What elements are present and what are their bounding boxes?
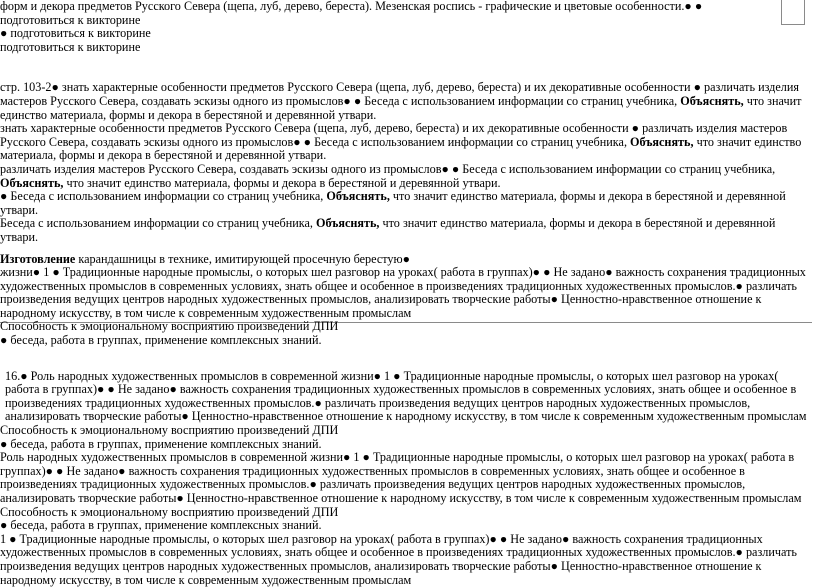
text-line: Способность к эмоциональному восприятию произведений ДПИ bbox=[0, 319, 339, 334]
text-paragraph: стр. 103-2● знать характерные особенности предметов Русского Севера (щепа, луб, дерево, береста) и их декоративные особенности ● различать изделия мастеров Русского Севера, создавать эскизы одного из промыслов● ● Беседа с использованием информации со страниц учебника, Объяснять, что значит единство материала, формы и декора в берестяной и деревянной утвари. bbox=[0, 80, 802, 122]
text-paragraph: 1 ● Традиционные народные промыслы, о которых шел разговор на уроках( работа в группах)● ● Не задано● важность сохранения традиционных художественных промыслов в современных условиях, знать общее и особенное в произведениях традиционных художественных промыслов.● различать произведения ведущих центров народных художественных промыслов, анализировать творческие работы● Ценностно-нравственное отношение к народному искусству, в том числе к современным художественным промыслам bbox=[0, 531, 797, 587]
text-line: ● беседа, работа в группах, применение комплексных знаний. bbox=[0, 333, 322, 348]
text-line: ● подготовиться к викторине bbox=[0, 26, 151, 41]
text-paragraph: ● Беседа с использованием информации со страниц учебника, Объяснять, что значит единство материала, формы и декора в берестяной и деревянной утвари. bbox=[0, 189, 786, 217]
text-paragraph: Беседа с использованием информации со страниц учебника, Объяснять, что значит единство материала, формы и декора в берестяной и деревянной утвари. bbox=[0, 216, 776, 244]
text-paragraph: жизни● 1 ● Традиционные народные промыслы, о которых шел разговор на уроках( работа в группах)● ● Не задано● важность сохранения традиционных художественных промыслов в современных условиях, знать общее и особенное в произведениях традиционных художественных промыслов.● различать произведения ведущих центров народных художественных промыслов, анализировать творческие работы● Ценностно-нравственное отношение к народному искусству, в том числе к современным художественным промыслам bbox=[0, 265, 806, 320]
spacer bbox=[0, 54, 812, 81]
text-paragraph: различать изделия мастеров Русского Севера, создавать эскизы одного из промыслов● ● Беседа с использованием информации со страниц учебника, Объяснять, что значит единство материала, формы и декора в берестяной и деревянной утвари. bbox=[0, 161, 776, 190]
text-line: форм и декора предметов Русского Севера (щепа, луб, дерево, береста). Мезенская роспись - графические и цветовые особенности.● ● подготовиться к викторине bbox=[0, 0, 703, 27]
text-paragraph: 16.● Роль народных художественных промыслов в современной жизни● 1 ● Традиционные народные промыслы, о которых шел разговор на уроках( работа в группах)● ● Не задано● важность сохранения традиционных художественных промыслов в современных условиях, знать общее и особенное в произведениях традиционных художественных промыслов.● различать произведения ведущих центров народных художественных промыслов, анализировать творческие работы● Ценностно-нравственное отношение к народному искусству, в том числе к современным художественным промыслам bbox=[5, 368, 807, 424]
text-line: ● беседа, работа в группах, применение комплексных знаний. bbox=[0, 436, 322, 451]
text-line: подготовиться к викторине bbox=[0, 39, 141, 54]
text-paragraph: Изготовление карандашницы в технике, имитирующей просечную берестую● bbox=[0, 251, 410, 266]
spacer bbox=[0, 348, 812, 370]
text-line: Способность к эмоциональному восприятию произведений ДПИ bbox=[0, 423, 339, 438]
text-paragraph: знать характерные особенности предметов Русского Севера (щепа, луб, дерево, береста) и их декоративные особенности ● различать изделия мастеров Русского Севера, создавать эскизы одного из промыслов● ● Беседа с использованием информации со страниц учебника, Объяснять, что значит единство материала, формы и декора в берестяной и деревянной утвари. bbox=[0, 121, 802, 163]
text-line: Способность к эмоциональному восприятию произведений ДПИ bbox=[0, 504, 339, 519]
text-line: ● беседа, работа в группах, применение комплексных знаний. bbox=[0, 518, 322, 533]
text-paragraph: Роль народных художественных промыслов в современной жизни● 1 ● Традиционные народные промыслы, о которых шел разговор на уроках( работа в группах)● ● Не задано● важность сохранения традиционных художественных промыслов в современных условиях, знать общее и особенное в произведениях традиционных художественных промыслов.● различать произведения ведущих центров народных художественных промыслов, анализировать творческие работы● Ценностно-нравственное отношение к народному искусству, в том числе к современным художественным промыслам bbox=[0, 450, 802, 505]
